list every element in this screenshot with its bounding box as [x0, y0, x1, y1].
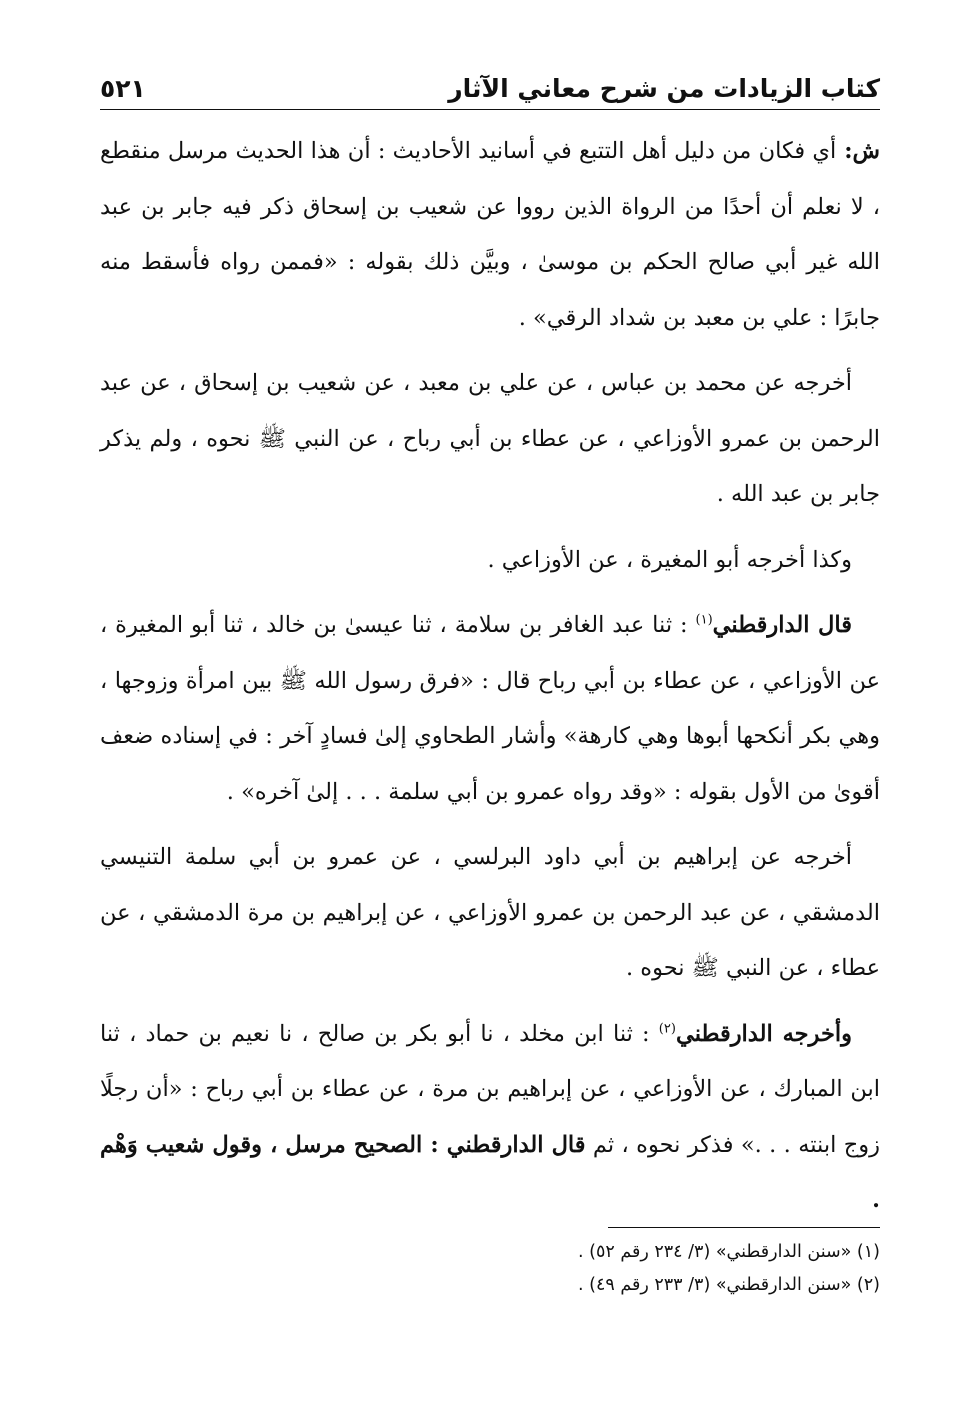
footnote-divider	[608, 1227, 880, 1228]
footnote-2: (٢) «سنن الدارقطني» (٣/ ٢٣٣ رقم ٤٩) .	[578, 1275, 880, 1295]
paragraph-text: : ثنا ابن مخلد ، نا أبو بكر بن صالح ، نا نعيم بن حماد ، ثنا ابن المبارك ، عن الأوزاعي ، عن إبراهيم بن مرة ، عن عطاء بن أبي رباح : «أن رجلًا زوج ابنته . . .» فذكر نحوه ، ثم	[100, 1020, 880, 1158]
paragraph-text: : ثنا عبد الغافر بن سلامة ، ثنا عيسىٰ بن خالد ، ثنا أبو المغيرة ، عن الأوزاعي ، عن عطاء بن أبي رباح قال : «فرق رسول الله ﷺ بين امرأة وزوجها ، وهي بكر أنكحها أبوها وهي كارهة» وأشار الطحاوي إلىٰ فسادٍ آخر : في إسناده ضعف أقوىٰ من الأول بقوله : «وقد رواه عمرو بن أبي سلمة . . . إلىٰ آخره» .	[100, 612, 880, 805]
paragraph-text: أخرجه عن إبراهيم بن أبي داود البرلسي ، عن عمرو بن أبي سلمة التنيسي الدمشقي ، عن عبد الرحمن بن عمرو الأوزاعي ، عن إبراهيم بن مرة الدمشقي ، عن عطاء ، عن النبي ﷺ نحوه .	[100, 844, 880, 981]
source-lead: قال الدارقطني	[712, 612, 853, 638]
conclusion-bold: قال الدارقطني : الصحيح مرسل ، وقول شعيب وَهْم .	[100, 1131, 880, 1213]
page	[100, 55, 880, 1239]
footnote-ref-1: (١)	[695, 612, 713, 628]
page-body	[100, 124, 880, 1229]
page-number: ٥٢١	[100, 74, 146, 103]
paragraph-text: أي فكان من دليل أهل التتبع في أسانيد الأحاديث : أن هذا الحديث مرسل منقطع ، لا نعلم أن أحدًا من الرواة الذين رووا عن شعيب بن إسحاق ذكر فيه جابر بن عبد الله غير أبي صالح الحكم بن موسىٰ ، وبيَّن ذلك بقوله : «فممن رواه فأسقط منه جابرًا : علي بن معبد بن شداد الرقي» .	[100, 138, 880, 331]
running-header	[100, 55, 880, 110]
book-title: كتاب الزيادات من شرح معاني الآثار	[448, 74, 880, 103]
paragraph-text: وكذا أخرجه أبو المغيرة ، عن الأوزاعي .	[487, 546, 852, 573]
paragraph-commentary	[100, 124, 880, 346]
paragraph	[100, 830, 880, 997]
commentary-marker: ش:	[836, 138, 880, 164]
paragraph-quotation	[100, 1007, 880, 1229]
footnotes	[100, 1227, 880, 1302]
source-lead: وأخرجه الدارقطني	[675, 1020, 852, 1047]
paragraph-quotation	[100, 598, 880, 820]
footnote-1: (١) «سنن الدارقطني» (٣/ ٢٣٤ رقم ٥٢) .	[578, 1242, 880, 1262]
paragraph	[100, 533, 880, 589]
paragraph	[100, 356, 880, 523]
footnote-ref-2: (٢)	[658, 1021, 676, 1036]
paragraph-text: أخرجه عن محمد بن عباس ، عن علي بن معبد ، عن شعيب بن إسحاق ، عن عبد الرحمن بن عمرو الأوزاعي ، عن عطاء بن أبي رباح ، عن النبي ﷺ نحوه ، ولم يذكر جابر بن عبد الله .	[100, 370, 880, 507]
